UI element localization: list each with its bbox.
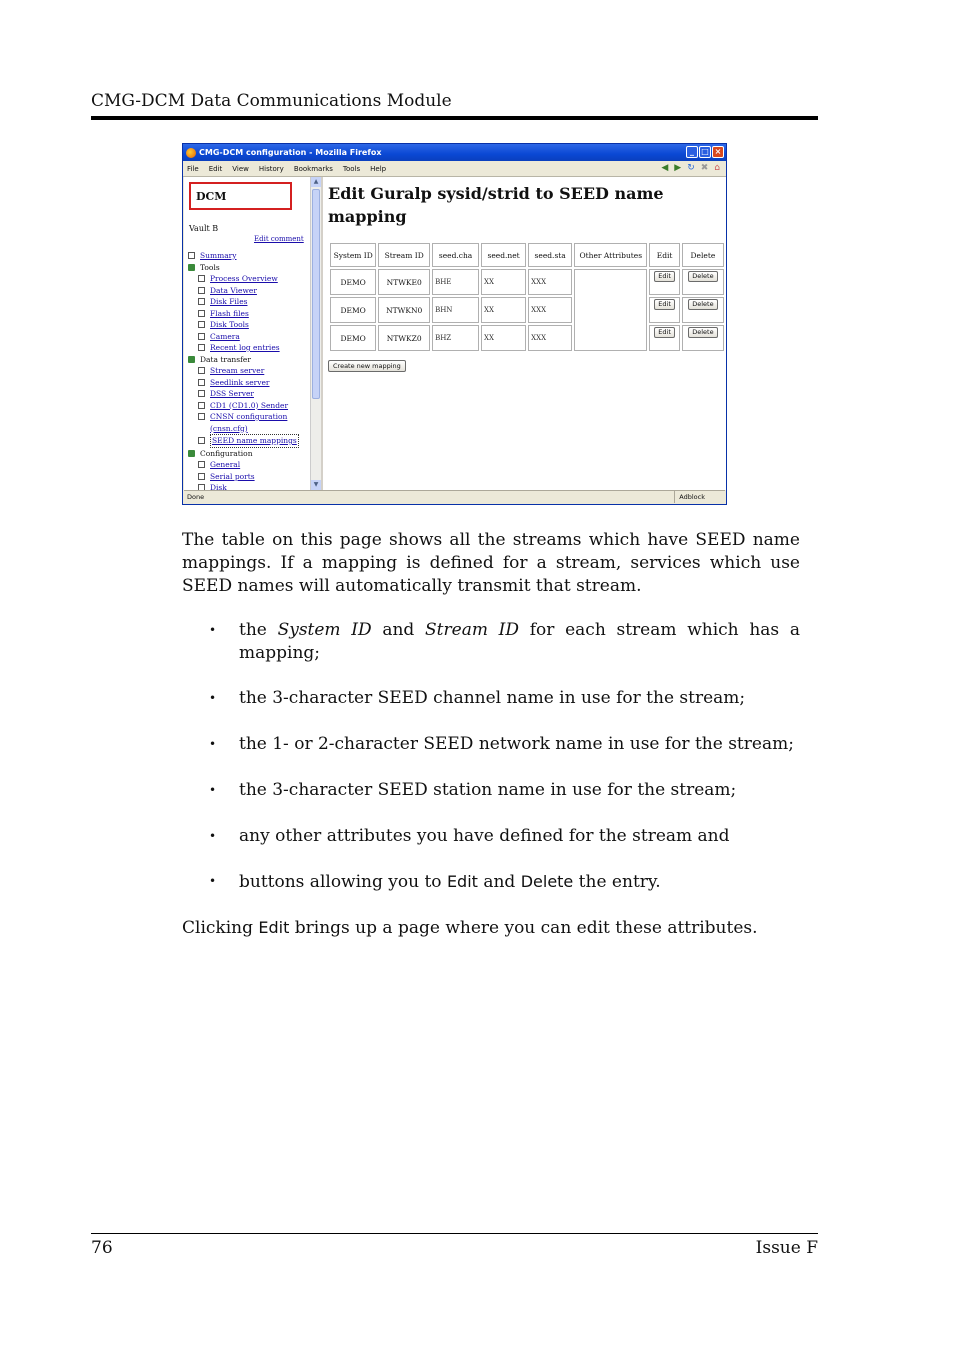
column-header: System ID (330, 243, 376, 267)
menu-item-history[interactable]: History (258, 164, 284, 173)
dcm-title-box: DCM (189, 182, 292, 210)
table-cell: NTWKE0 (378, 269, 430, 295)
table-cell: BHN (432, 297, 479, 323)
table-cell (682, 297, 724, 323)
menu-item-bookmarks[interactable]: Bookmarks (293, 164, 333, 173)
page-icon (198, 390, 205, 397)
delete-keyword: Delete (520, 872, 574, 891)
page-header: CMG-DCM Data Communications Module (91, 91, 452, 111)
mapping-page-title: Edit Guralp sysid/strid to SEED name mapping (328, 184, 664, 226)
status-text: Done (187, 493, 205, 501)
sidebar-item[interactable] (188, 342, 310, 354)
sidebar-item[interactable] (188, 285, 310, 297)
sidebar-item-label: Configuration (200, 448, 253, 458)
table-cell: BHE (432, 269, 479, 295)
table-row (330, 269, 724, 295)
page-icon (198, 310, 205, 317)
sidebar-item (188, 262, 310, 274)
sidebar-item-label[interactable]: Flash files (210, 308, 249, 318)
text: the (239, 620, 278, 640)
delete-button[interactable]: Delete (688, 299, 717, 310)
table-cell: XX (481, 325, 526, 351)
sidebar-item-label[interactable]: DSS Server (210, 389, 254, 398)
footer-rule (91, 1233, 818, 1234)
forward-arrow-icon[interactable]: ▶ (674, 163, 682, 173)
adblock-status: Adblock (674, 491, 705, 503)
edit-keyword: Edit (446, 872, 478, 891)
page-icon (198, 321, 205, 328)
system-id-term: System ID (277, 620, 372, 640)
sidebar-item-label[interactable]: General (210, 460, 241, 469)
page-icon (198, 413, 205, 420)
content-frame (323, 177, 726, 490)
text: for each stream which has a mapping; (239, 620, 800, 663)
sidebar-item[interactable] (188, 471, 310, 483)
window-titlebar (183, 144, 726, 161)
menu-item-file[interactable]: File (187, 164, 199, 173)
column-header: Edit (649, 243, 679, 267)
folder-icon (188, 356, 195, 363)
sidebar-item[interactable] (188, 388, 310, 400)
page-icon (188, 252, 195, 259)
mapping-table (328, 241, 726, 353)
table-row (330, 297, 724, 323)
text: and (477, 872, 521, 892)
sidebar-scrollbar[interactable] (310, 177, 321, 490)
sidebar-item-label[interactable]: CNSN configuration (210, 412, 288, 421)
status-bar (184, 490, 725, 503)
page-number: 76 (91, 1238, 113, 1258)
edit-button[interactable]: Edit (654, 271, 675, 282)
sidebar-item[interactable] (188, 365, 310, 377)
table-cell (649, 325, 679, 351)
text: and (371, 620, 426, 640)
text: the entry. (573, 872, 661, 892)
sidebar-item[interactable] (188, 423, 310, 435)
list-item: • the 1- or 2-character SEED network name in use for the stream; (182, 733, 800, 756)
sidebar-item[interactable] (188, 273, 310, 285)
table-cell (682, 325, 724, 351)
menu-item-edit[interactable]: Edit (208, 164, 223, 173)
text: brings up a page where you can edit these attributes. (289, 918, 758, 938)
sidebar-item[interactable] (188, 296, 310, 308)
sidebar-item[interactable] (188, 459, 310, 471)
sidebar-item-label: Data transfer (200, 354, 251, 364)
closing-paragraph (182, 916, 800, 940)
menu-item-tools[interactable]: Tools (342, 164, 361, 173)
list-item: • the 3-character SEED channel name in use for the stream; (182, 687, 800, 710)
edit-button[interactable]: Edit (654, 299, 675, 310)
column-header: Delete (682, 243, 724, 267)
sidebar-item-label[interactable]: Camera (210, 331, 240, 341)
page-icon (198, 437, 205, 444)
stream-id-term: Stream ID (425, 620, 520, 640)
header-rule (91, 116, 818, 120)
list-item: • any other attributes you have defined for the stream and (182, 825, 800, 848)
sidebar-item-label[interactable]: SEED name mappings (210, 434, 299, 448)
list-item (182, 619, 800, 665)
vault-label: Vault B (189, 224, 219, 233)
column-header: seed.net (481, 243, 526, 267)
maximize-icon[interactable]: □ (699, 146, 711, 158)
sidebar-item-label[interactable]: CD1 (CD1.0) Sender (210, 400, 289, 410)
sidebar-frame (184, 177, 323, 490)
sidebar-item-label: Tools (200, 262, 220, 272)
sidebar-item-label[interactable]: Stream server (210, 366, 265, 375)
sidebar-item[interactable] (188, 377, 310, 389)
sidebar-item-label[interactable]: Data Viewer (210, 285, 257, 295)
menu-item-view[interactable]: View (232, 164, 249, 173)
sidebar-item-label[interactable]: Serial ports (210, 471, 255, 481)
table-cell (682, 269, 724, 295)
reload-icon[interactable]: ↻ (687, 163, 695, 173)
bullet-list (182, 619, 800, 894)
table-cell: BHZ (432, 325, 479, 351)
column-header: seed.cha (432, 243, 479, 267)
sidebar-item[interactable] (188, 411, 310, 423)
sidebar-item-label[interactable]: Disk (210, 483, 227, 490)
sidebar-item-label[interactable]: Process Overview (210, 274, 278, 283)
sidebar-item[interactable] (188, 331, 310, 343)
list-item (182, 870, 800, 894)
table-cell: NTWKN0 (378, 297, 430, 323)
page-icon (198, 425, 205, 432)
delete-button[interactable]: Delete (688, 327, 717, 338)
menu-bar (183, 161, 726, 177)
sidebar-item (188, 448, 310, 460)
table-cell: XX (481, 269, 526, 295)
page-icon (198, 344, 205, 351)
sidebar-item[interactable] (188, 434, 310, 448)
edit-keyword: Edit (258, 918, 290, 937)
sidebar-item-label[interactable]: Seedlink server (210, 377, 270, 387)
sidebar-item-label[interactable]: (cnsn.cfg) (210, 423, 248, 433)
table-cell (649, 269, 679, 295)
sidebar-item[interactable] (188, 308, 310, 320)
sidebar-item[interactable] (188, 482, 310, 490)
column-header: seed.sta (528, 243, 572, 267)
table-cell: XXX (528, 269, 572, 295)
sidebar-item[interactable] (188, 250, 310, 262)
table-cell (649, 297, 679, 323)
sidebar-item[interactable] (188, 400, 310, 412)
page-icon (198, 461, 205, 468)
page-icon (198, 333, 205, 340)
create-new-mapping-button[interactable]: Create new mapping (328, 360, 406, 372)
scroll-thumb[interactable] (312, 189, 320, 399)
text: buttons allowing you to (239, 872, 447, 892)
home-icon[interactable]: ⌂ (714, 163, 720, 173)
table-cell: NTWKZ0 (378, 325, 430, 351)
table-cell: DEMO (330, 297, 376, 323)
table-header-row (330, 243, 724, 267)
issue-label: Issue F (755, 1238, 818, 1258)
column-header: Other Attributes (574, 243, 647, 267)
edit-button[interactable]: Edit (654, 327, 675, 338)
window-title: CMG-DCM configuration - Mozilla Firefox (199, 148, 382, 157)
page-icon (198, 287, 205, 294)
page-icon (198, 473, 205, 480)
scroll-up-icon[interactable]: ▲ (311, 177, 321, 187)
intro-paragraph: The table on this page shows all the streams which have SEED name mappings. If a mapping is defined for a stream, services which use SEED names will automatically transmit that stream. (182, 530, 800, 596)
table-cell: DEMO (330, 269, 376, 295)
delete-button[interactable]: Delete (688, 271, 717, 282)
sidebar-item[interactable] (188, 319, 310, 331)
table-cell: DEMO (330, 325, 376, 351)
sidebar-item-label[interactable]: Recent log entries (210, 343, 280, 352)
page-icon (198, 367, 205, 374)
nav-tree (188, 250, 310, 490)
back-arrow-icon[interactable]: ◀ (661, 163, 669, 173)
table-cell (574, 269, 647, 351)
scroll-down-icon[interactable]: ▼ (311, 480, 321, 490)
table-cell: XX (481, 297, 526, 323)
sidebar-item-label[interactable]: Summary (200, 251, 237, 260)
table-cell: XXX (528, 325, 572, 351)
page-icon (198, 379, 205, 386)
text: Clicking (182, 918, 259, 938)
sidebar-item-label[interactable]: Disk Tools (210, 320, 249, 329)
sidebar-item-label[interactable]: Disk Files (210, 297, 248, 306)
menu-item-help[interactable]: Help (370, 164, 387, 173)
list-item: • the 3-character SEED station name in use for the stream; (182, 779, 800, 802)
edit-comment-link[interactable]: Edit comment (254, 235, 304, 243)
column-header: Stream ID (378, 243, 430, 267)
page-icon (198, 402, 205, 409)
close-icon[interactable]: × (712, 146, 724, 158)
table-row (330, 325, 724, 351)
table-cell: XXX (528, 297, 572, 323)
page-icon (198, 298, 205, 305)
minimize-icon[interactable]: _ (686, 146, 698, 158)
folder-icon (188, 450, 195, 457)
page-icon (198, 275, 205, 282)
folder-icon (188, 264, 195, 271)
browser-screenshot (182, 143, 727, 505)
sidebar-item (188, 354, 310, 366)
stop-icon[interactable]: ✖ (700, 163, 709, 173)
firefox-icon (186, 148, 196, 158)
